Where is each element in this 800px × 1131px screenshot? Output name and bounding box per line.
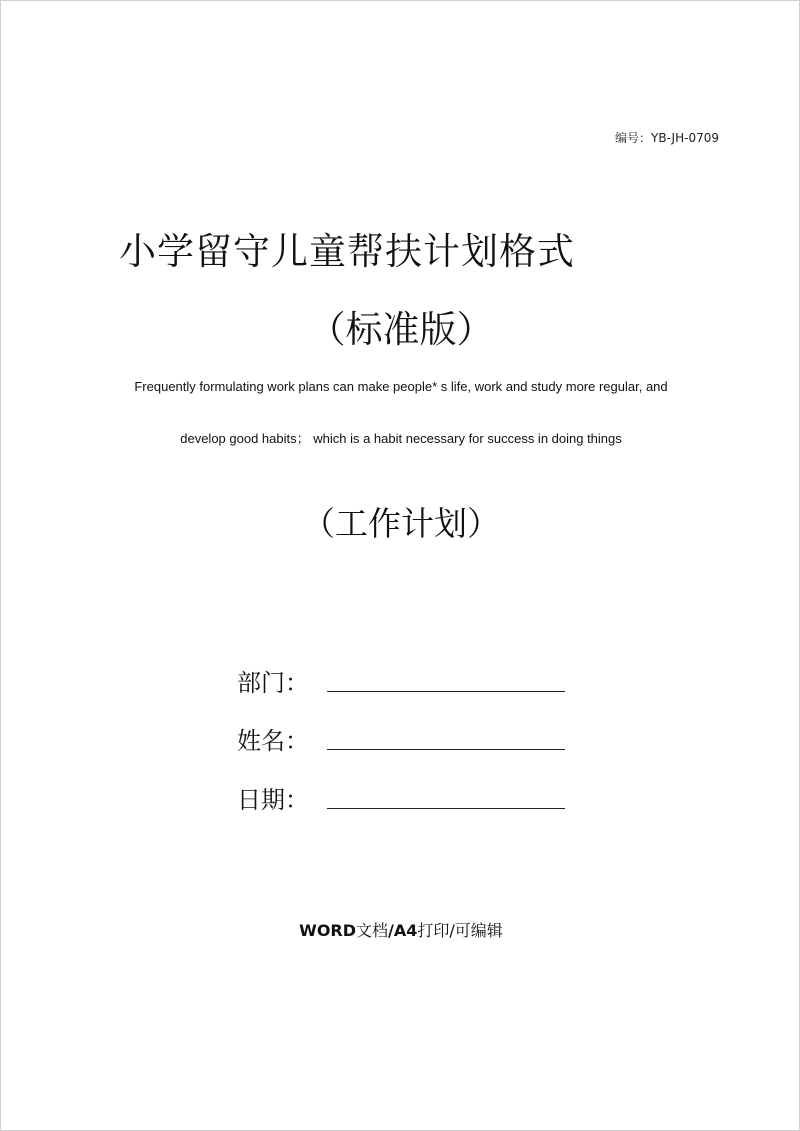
english-description-line-2: develop good habits； which is a habit necessary for success in doing things bbox=[180, 431, 622, 446]
footer-document: 文档 bbox=[356, 921, 389, 940]
english-description-line-1: Frequently formulating work plans can make people* s life, work and study more regular, and bbox=[134, 379, 668, 394]
field-row-date bbox=[237, 783, 565, 815]
field-row-name bbox=[237, 724, 565, 756]
document-category: （工作计划） bbox=[302, 504, 500, 543]
footer-word: WORD bbox=[299, 921, 357, 940]
department-field[interactable] bbox=[327, 669, 565, 692]
field-row-department bbox=[237, 666, 565, 698]
name-label: 姓名： bbox=[237, 727, 309, 755]
footer-print-edit: 打印/可编辑 bbox=[417, 921, 503, 940]
document-subtitle: （标准版） bbox=[308, 308, 494, 351]
name-field[interactable] bbox=[327, 727, 565, 750]
document-footer bbox=[1, 918, 800, 941]
footer-a4: /A4 bbox=[388, 921, 418, 940]
date-field[interactable] bbox=[327, 786, 565, 809]
department-label: 部门： bbox=[237, 669, 309, 697]
document-number: 编号：YB-JH-0709 bbox=[615, 131, 719, 145]
date-label: 日期： bbox=[237, 786, 309, 814]
document-title: 小学留守儿童帮扶计划格式 bbox=[119, 230, 575, 273]
